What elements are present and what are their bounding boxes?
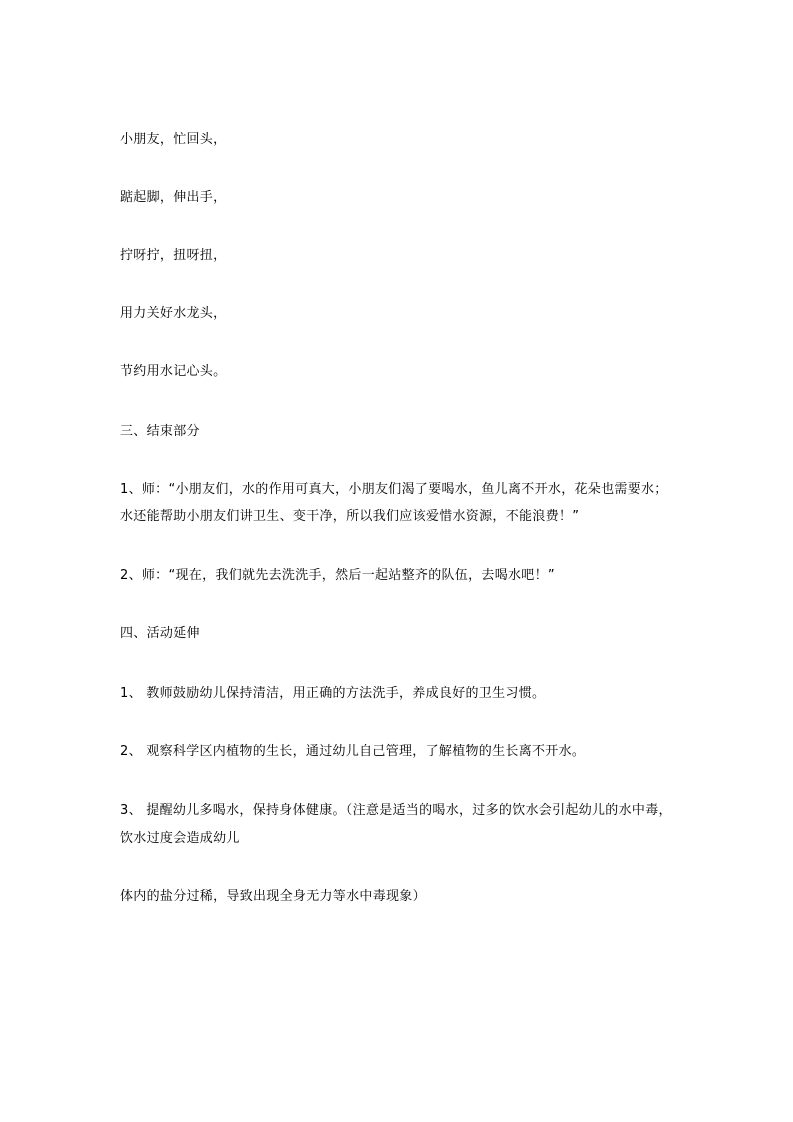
- poem-line-4: 用力关好水龙头，: [120, 306, 227, 321]
- section-4-item-1: 1、 教师鼓励幼儿保持清洁，用正确的方法洗手，养成良好的卫生习惯。: [120, 686, 546, 701]
- section-4-item-3-line-2: 饮水过度会造成幼儿: [120, 831, 240, 846]
- poem-line-3: 拧呀拧，扭呀扭，: [120, 248, 227, 263]
- section-4-item-2: 2、 观察科学区内植物的生长，通过幼儿自己管理，了解植物的生长离不开水。: [120, 744, 586, 759]
- section-3-item-1-line-1: 1、师：“小朋友们，水的作用可真大，小朋友们渴了要喝水，鱼儿离不开水，花朵也需要水；: [120, 482, 668, 497]
- section-4-heading: 四、活动延伸: [120, 626, 200, 641]
- section-3-item-1-line-2: 水还能帮助小朋友们讲卫生、变干净，所以我们应该爱惜水资源，不能浪费！”: [120, 509, 580, 524]
- poem-line-2: 踮起脚，伸出手，: [120, 190, 227, 205]
- section-3-item-2: 2、师：“现在，我们就先去洗洗手，然后一起站整齐的队伍，去喝水吧！”: [120, 568, 555, 583]
- section-3-heading: 三、结束部分: [120, 424, 200, 439]
- poem-line-1: 小朋友，忙回头，: [120, 132, 227, 147]
- section-4-item-3-line-1: 3、 提醒幼儿多喝水，保持身体健康。（注意是适当的喝水，过多的饮水会引起幼儿的水中毒，: [120, 803, 672, 818]
- section-4-item-3-line-3: 体内的盐分过稀，导致出现全身无力等水中毒现象）: [120, 889, 426, 904]
- poem-line-5: 节约用水记心头。: [120, 364, 227, 379]
